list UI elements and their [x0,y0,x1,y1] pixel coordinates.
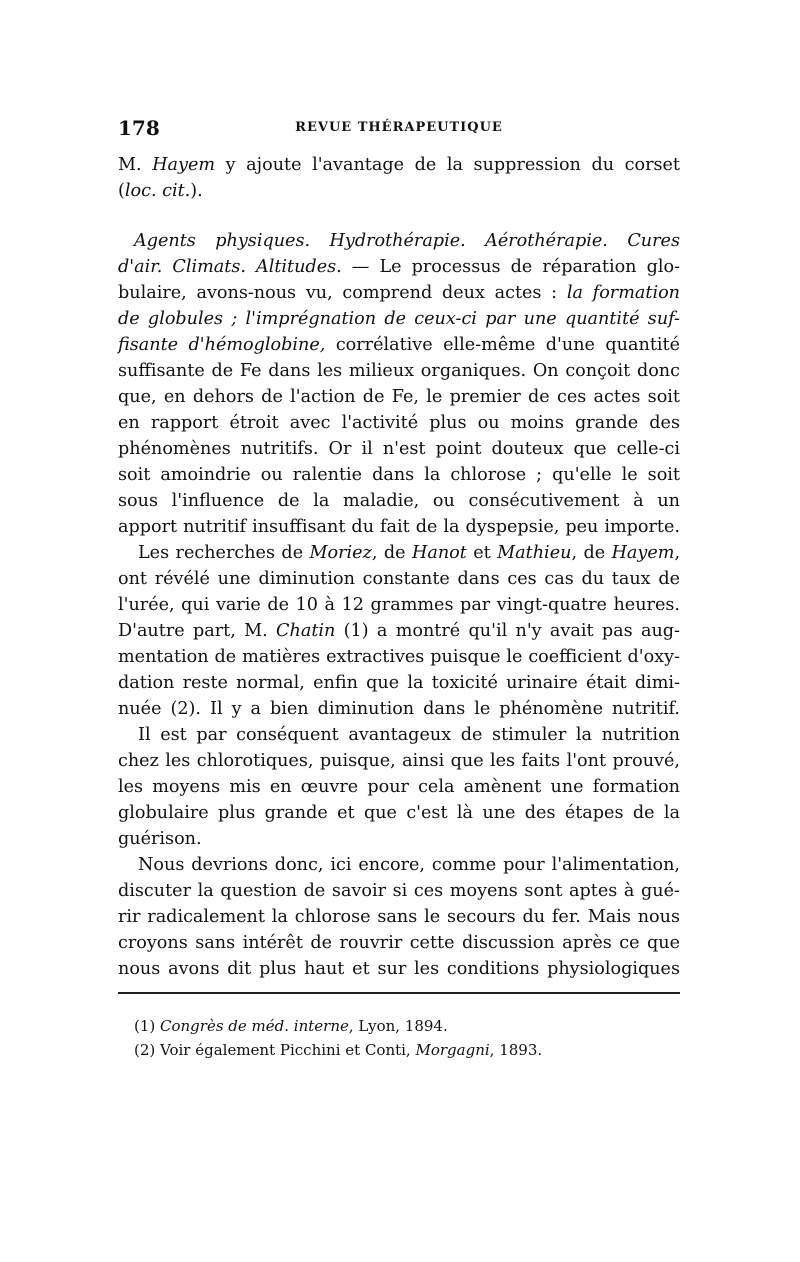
text-line: Agents physiques. Hydrothérapie. Aérothérapie. Cures [134,231,680,251]
text-line: ont révélé une diminution constante dans ces cas du taux de [118,569,680,589]
text-line: fisante d'hémoglobine, corrélative elle-même d'une quantité [118,335,681,355]
text-line: de globules ; l'imprégnation de ceux-ci par une quantité suf- [118,309,680,329]
text-line: les moyens mis en œuvre pour cela amènent une formation [118,777,680,797]
text-line: phénomènes nutritifs. Or il n'est point douteux que celle-ci [118,439,680,459]
text-line: sous l'influence de la maladie, ou consécutivement à un [118,491,680,511]
text-line: suffisante de Fe dans les milieux organiques. On conçoit donc [118,361,680,381]
text-line: (loc. cit.). [118,181,203,201]
text-line: nuée (2). Il y a bien diminution dans le phénomène nutritif. [118,699,680,719]
text-line: bulaire, avons-nous vu, comprend deux actes : la formation [118,283,680,303]
text-line: l'urée, qui varie de 10 à 12 grammes par vingt-quatre heures. [118,595,680,615]
text-line: M. Hayem y ajoute l'avantage de la suppression du corset [118,155,680,175]
text-line: guérison. [118,829,202,849]
text-line: discuter la question de savoir si ces moyens sont aptes à gué- [118,881,680,901]
text-line: Il est par conséquent avantageux de stimuler la nutrition [138,725,680,745]
text-line: que, en dehors de l'action de Fe, le premier de ces actes soit [118,387,680,407]
text-line: D'autre part, M. Chatin (1) a montré qu'il n'y avait pas aug- [118,621,680,641]
text-line: croyons sans intérêt de rouvrir cette discussion après ce que [118,933,680,953]
text-line: chez les chlorotiques, puisque, ainsi que les faits l'ont prouvé, [118,751,680,771]
text-line: soit amoindrie ou ralentie dans la chlorose ; qu'elle le soit [118,465,680,485]
footnote-rule [118,992,680,994]
text-line: nous avons dit plus haut et sur les conditions physiologiques [118,959,680,979]
text-line: en rapport étroit avec l'activité plus ou moins grande des [118,413,680,433]
footnote: (1) Congrès de méd. interne, Lyon, 1894. [134,1017,448,1035]
text-line: mentation de matières extractives puisque le coefficient d'oxy- [118,647,680,667]
running-title: REVUE THÉRAPEUTIQUE [295,120,503,135]
footnote: (2) Voir également Picchini et Conti, Morgagni, 1893. [134,1041,543,1059]
text-line: Nous devrions donc, ici encore, comme pour l'alimentation, [138,855,680,875]
text-line: dation reste normal, enfin que la toxicité urinaire était dimi- [118,673,680,693]
text-line: globulaire plus grande et que c'est là une des étapes de la [118,803,680,823]
text-line: d'air. Climats. Altitudes. — Le processus de réparation glo- [118,257,680,277]
text-line: Les recherches de Moriez, de Hanot et Mathieu, de Hayem, [138,543,681,563]
text-line: rir radicalement la chlorose sans le secours du fer. Mais nous [118,907,680,927]
page-header [118,116,680,140]
page-number: 178 [118,116,160,140]
text-line: apport nutritif insuffisant du fait de la dyspepsie, peu importe. [118,517,680,537]
